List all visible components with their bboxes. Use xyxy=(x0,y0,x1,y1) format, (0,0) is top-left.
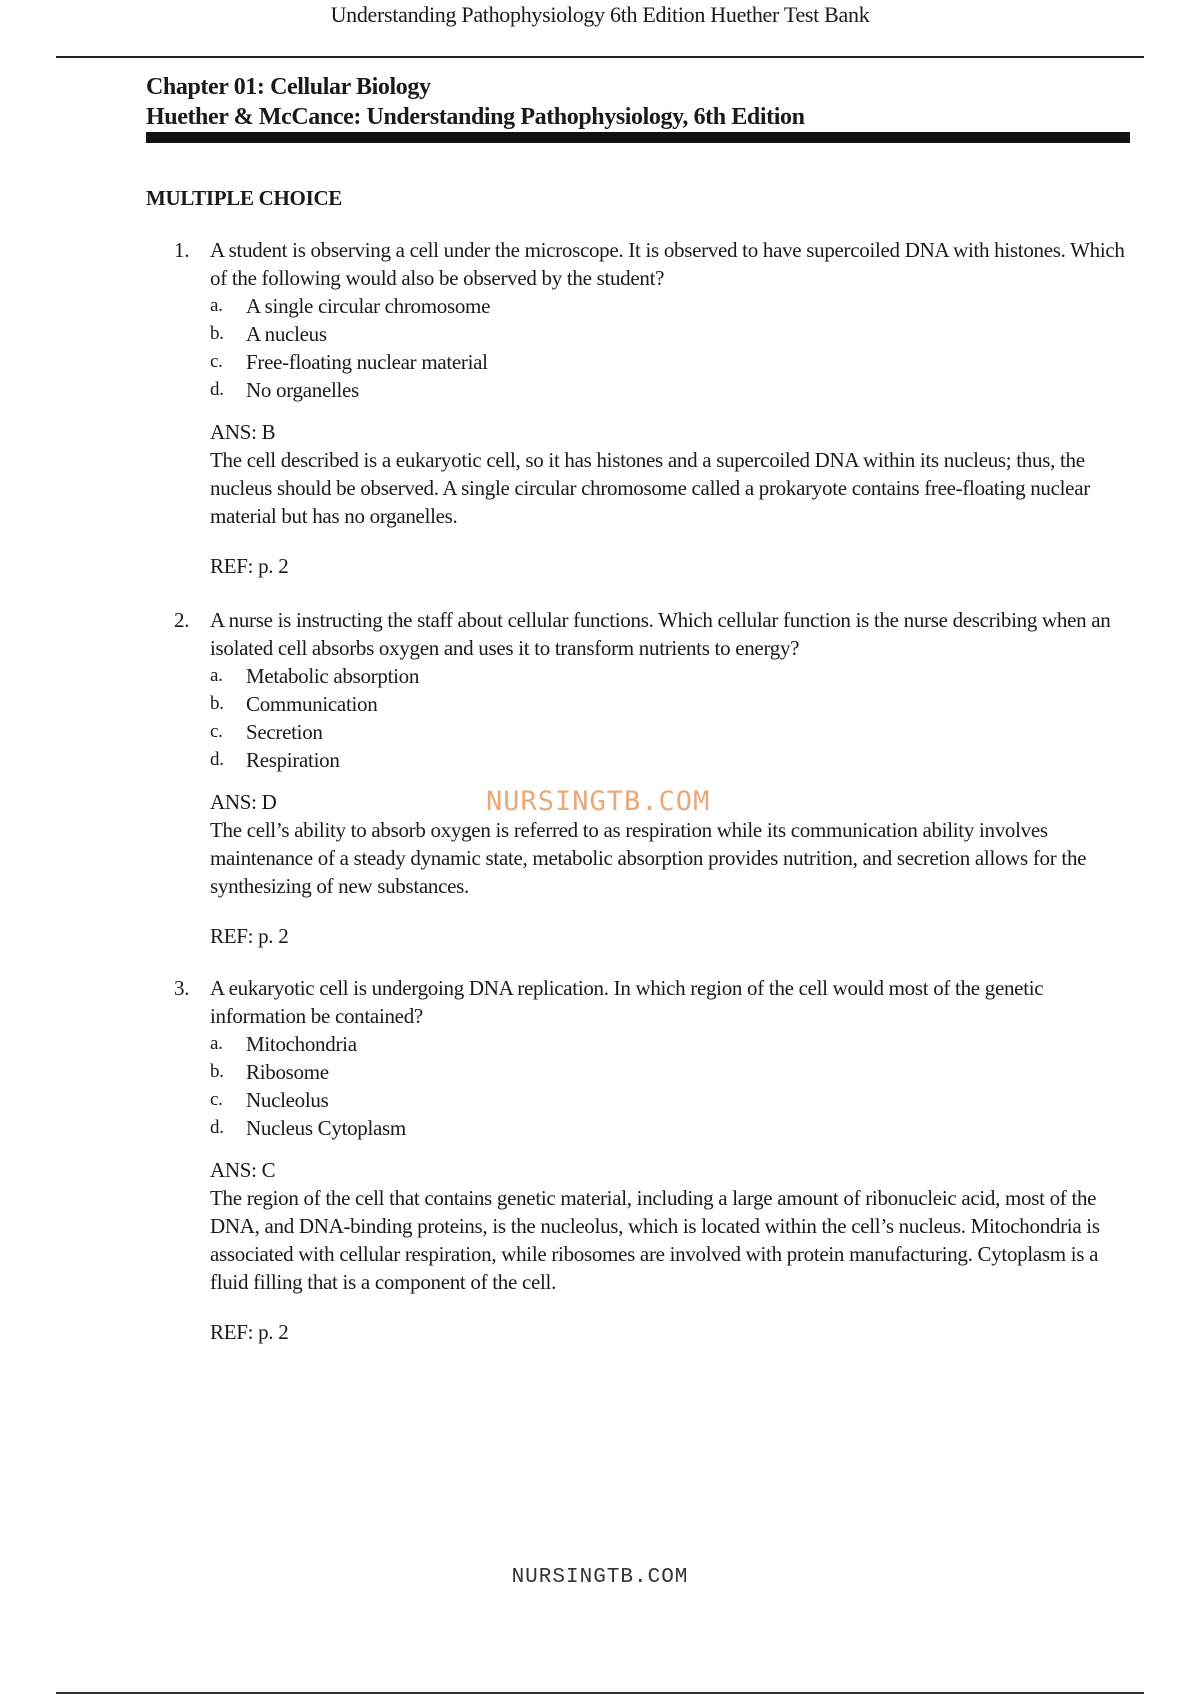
answer-block xyxy=(146,1156,1130,1296)
option-text: Mitochondria xyxy=(246,1032,357,1056)
footer-rule xyxy=(56,1692,1144,1694)
option-text: A nucleus xyxy=(246,322,327,346)
answer-key: ANS: D xyxy=(210,790,277,814)
footer-watermark: NURSINGTB.COM xyxy=(511,1566,689,1589)
option-list xyxy=(146,1030,1130,1142)
option-a xyxy=(210,662,1130,690)
option-letter: c. xyxy=(210,351,223,372)
question-number: 1. xyxy=(174,238,190,262)
question-text: A nurse is instructing the staff about cellular functions. Which cellular function is the nurse describing when an isolated cell absorbs oxygen and uses it to transform nutrients to energy? xyxy=(210,608,1111,660)
option-letter: b. xyxy=(210,1061,224,1082)
option-d xyxy=(210,1114,1130,1142)
option-letter: c. xyxy=(210,1089,223,1110)
question-3 xyxy=(146,974,1130,1346)
option-text: Nucleolus xyxy=(246,1088,329,1112)
question-number: 3. xyxy=(174,976,190,1000)
title-rule xyxy=(146,132,1130,143)
option-c xyxy=(210,718,1130,746)
option-a xyxy=(210,1030,1130,1058)
question-stem xyxy=(146,236,1130,292)
rationale: The cell’s ability to absorb oxygen is referred to as respiration while its communication ability involves maintenance of a steady dynamic state, metabolic absorption provides nutrition, and secretion allows for the synthesizing of new substances. xyxy=(210,818,1087,898)
question-1 xyxy=(146,236,1130,580)
rationale: The region of the cell that contains genetic material, including a large amount of ribonucleic acid, most of the DNA, and DNA-binding proteins, is the nucleolus, which is located within the cell’s nucleus. Mitochondria is associated with cellular respiration, while ribosomes are involved with protein manufacturing. Cytoplasm is a fluid filling that is a component of the cell. xyxy=(210,1186,1100,1294)
question-stem xyxy=(146,606,1130,662)
option-text: Free-floating nuclear material xyxy=(246,350,488,374)
option-letter: b. xyxy=(210,693,224,714)
option-list xyxy=(146,662,1130,774)
option-text: Ribosome xyxy=(246,1060,329,1084)
option-list xyxy=(146,292,1130,404)
option-text: Communication xyxy=(246,692,378,716)
answer-key: ANS: B xyxy=(210,420,276,444)
running-header: Understanding Pathophysiology 6th Edition Huether Test Bank xyxy=(330,2,870,27)
question-stem xyxy=(146,974,1130,1030)
option-c xyxy=(210,1086,1130,1114)
question-text: A student is observing a cell under the microscope. It is observed to have supercoiled DNA with histones. Which of the following would also be observed by the student? xyxy=(210,238,1125,290)
option-letter: a. xyxy=(210,295,223,316)
option-letter: d. xyxy=(210,379,224,400)
question-number: 2. xyxy=(174,608,190,632)
option-a xyxy=(210,292,1130,320)
option-text: No organelles xyxy=(246,378,359,402)
option-b xyxy=(210,1058,1130,1086)
option-letter: d. xyxy=(210,749,224,770)
option-c xyxy=(210,348,1130,376)
option-letter: c. xyxy=(210,721,223,742)
section-heading: MULTIPLE CHOICE xyxy=(146,186,343,210)
option-letter: b. xyxy=(210,323,224,344)
answer-key: ANS: C xyxy=(210,1158,276,1182)
option-text: Metabolic absorption xyxy=(246,664,420,688)
page-reference: REF: p. 2 xyxy=(210,554,289,578)
option-text: Nucleus Cytoplasm xyxy=(246,1116,406,1140)
answer-block xyxy=(146,418,1130,530)
page-reference: REF: p. 2 xyxy=(210,1320,289,1344)
chapter-title: Chapter 01: Cellular Biology xyxy=(146,74,431,100)
option-letter: a. xyxy=(210,1033,223,1054)
option-d xyxy=(210,376,1130,404)
option-text: Secretion xyxy=(246,720,323,744)
option-text: A single circular chromosome xyxy=(246,294,491,318)
option-b xyxy=(210,320,1130,348)
option-d xyxy=(210,746,1130,774)
option-text: Respiration xyxy=(246,748,340,772)
question-text: A eukaryotic cell is undergoing DNA replication. In which region of the cell would most of the genetic information be contained? xyxy=(210,976,1044,1028)
option-letter: a. xyxy=(210,665,223,686)
option-b xyxy=(210,690,1130,718)
option-letter: d. xyxy=(210,1117,224,1138)
watermark-logo: NURSINGTB.COM xyxy=(486,786,711,817)
page-reference: REF: p. 2 xyxy=(210,924,289,948)
rationale: The cell described is a eukaryotic cell, so it has histones and a supercoiled DNA within its nucleus; thus, the nucleus should be observed. A single circular chromosome called a prokaryote contains free-floating nuclear material but has no organelles. xyxy=(210,448,1090,528)
book-title: Huether & McCance: Understanding Pathophysiology, 6th Edition xyxy=(146,104,805,130)
header-rule xyxy=(56,56,1144,58)
chapter-heading xyxy=(146,72,1130,132)
question-2 xyxy=(146,606,1130,950)
